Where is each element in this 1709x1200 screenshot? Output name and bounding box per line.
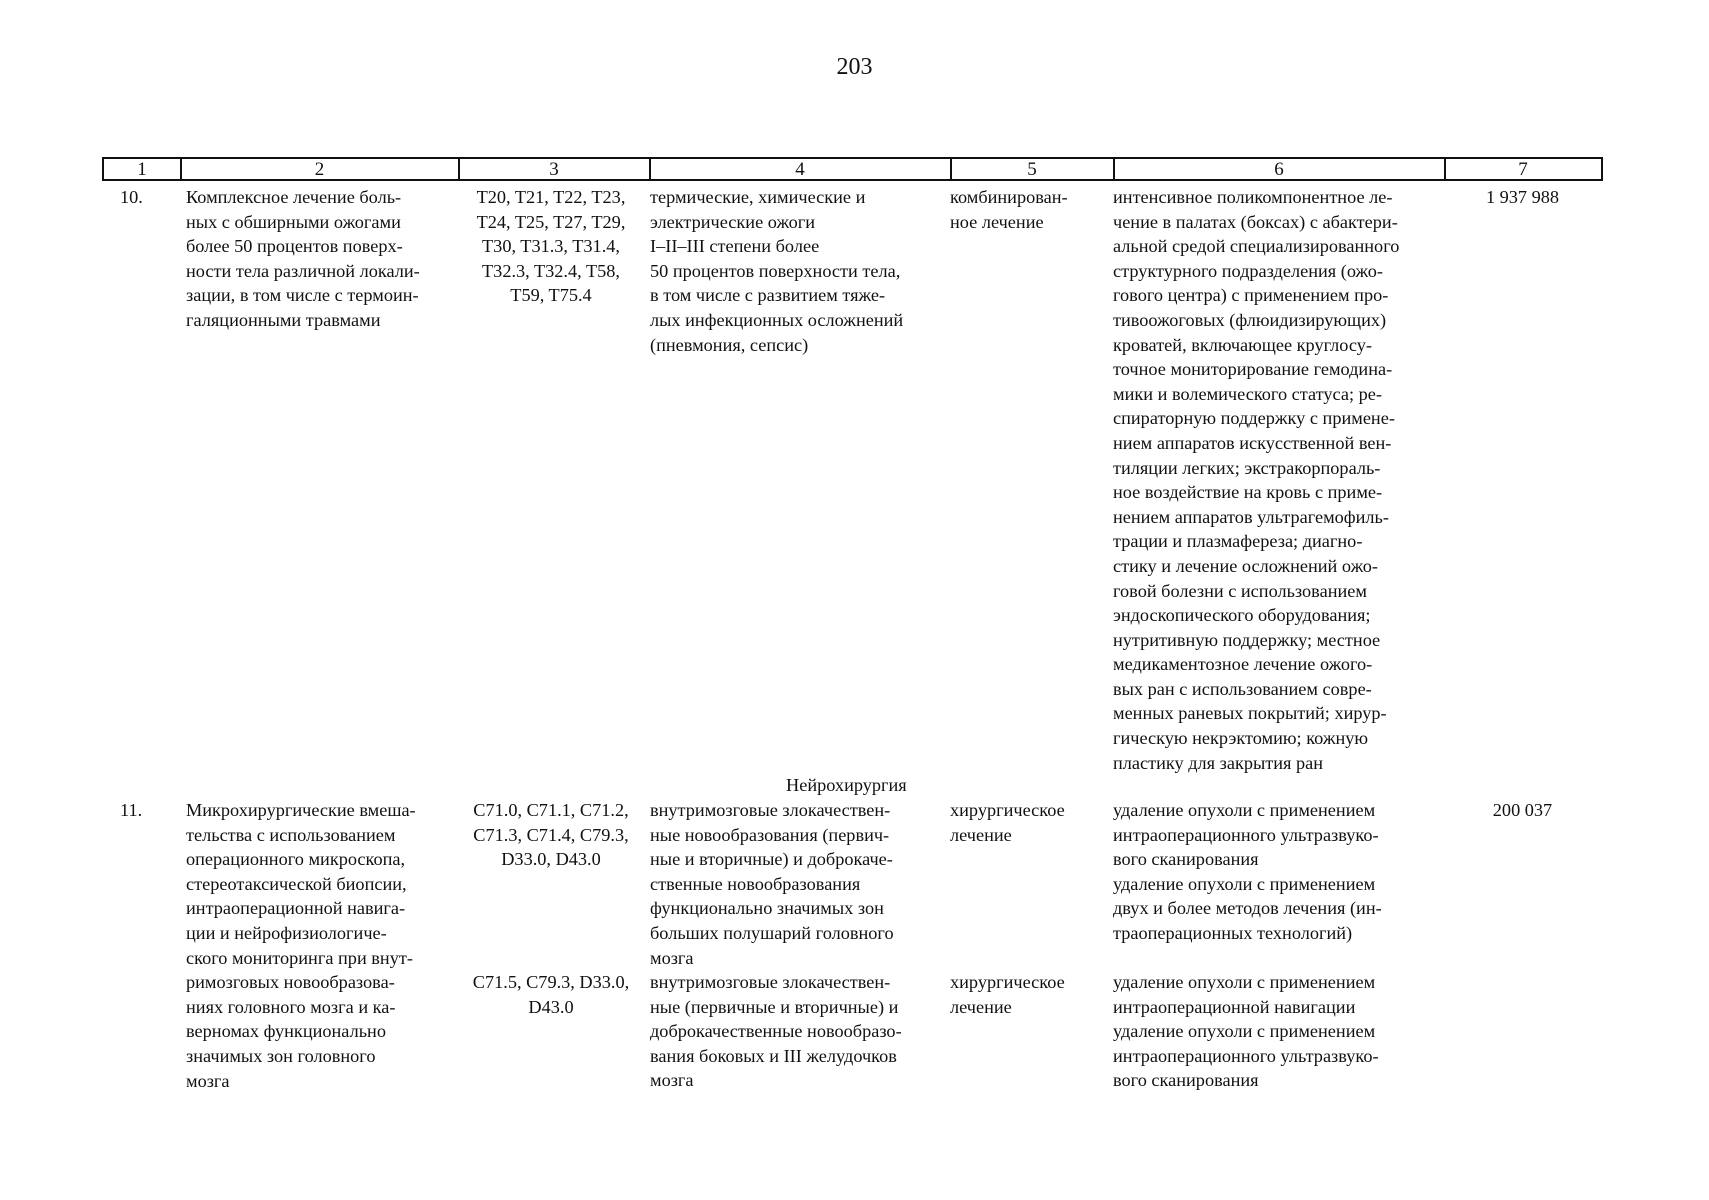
header-col-2: 2 <box>314 159 325 180</box>
patient-model: термические, химические и электрические ожоги I–II–III степени более 50 процентов поверхности тела, в том числе с развитием тяже- лых инфекционных осложнений (пневмония, сепсис) <box>650 187 904 355</box>
treatment-type: комбинирован- ное лечение <box>950 187 1068 232</box>
header-col-7: 7 <box>1518 159 1528 180</box>
icd-codes: C71.0, C71.1, C71.2, C71.3, C71.4, C79.3, D33.0, D43.0 <box>473 800 629 870</box>
treatment-type: хирургическое лечение <box>950 800 1065 845</box>
patient-model: внутримозговые злокачествен- ные (первичные и вторичные) и доброкачественные новообразо- вания боковых и III желудочков мозга <box>650 972 902 1091</box>
row-number: 10. <box>120 187 143 207</box>
header-col-5: 5 <box>1027 159 1037 180</box>
cost-value: 1 937 988 <box>1485 187 1560 207</box>
patient-model: внутримозговые злокачествен- ные новообразования (первич- ные и вторичные) и доброкаче- ственные новообразования функционально значимых зон больших полушарий головного мозга <box>650 800 894 968</box>
treatment-method: интенсивное поликомпонентное ле- чение в палатах (боксах) с абактери- альной средой специализированного структурного подразделения (ожо- гового центра) с применением про- тивоожоговых (флюидизирующих) кроватей, включающее круглосу- точное мониторирование гемодина- мики и волемического статуса; ре- спираторную поддержку с примене- нием аппаратов искусственной вен- тиляции легких; экстракорпораль- ное воздействие на кровь с приме- нением аппаратов ультрагемофиль- трации и плазмафереза; диагно- стику и лечение осложнений ожо- говой болезни с использованием эндоскопического оборудования; нутритивную поддержку; местное медикаментозное лечение ожого- вых ран с использованием совре- менных раневых покрытий; хирур- гическую некрэктомию; кожную пластику для закрытия ран <box>1113 187 1400 773</box>
treatment-method: удаление опухоли с применением интраоперационного ультразвуко- вого сканирования удаление опухоли с применением двух и более методов лечения (ин- траоперационных технологий) <box>1113 800 1382 943</box>
header-col-4: 4 <box>795 159 805 180</box>
header-col-3: 3 <box>549 159 559 180</box>
cost-value: 200 037 <box>1492 800 1553 820</box>
icd-codes: C71.5, C79.3, D33.0, D43.0 <box>472 972 630 1017</box>
header-col-6: 6 <box>1274 159 1284 180</box>
page-number: 203 <box>836 54 873 80</box>
row-number: 11. <box>120 800 143 820</box>
icd-codes: T20, T21, T22, T23, T24, T25, T27, T29, T30, T31.3, T31.4, T32.3, T32.4, T58, T59, T75.4 <box>476 187 626 306</box>
treatment-method: удаление опухоли с применением интраоперационной навигации удаление опухоли с применением интраоперационного ультразвуко- вого сканирования <box>1113 972 1379 1091</box>
section-title: Нейрохирургия <box>786 775 907 795</box>
treatment-type: хирургическое лечение <box>950 972 1065 1017</box>
header-col-1: 1 <box>137 159 147 180</box>
treatment-name: Микрохирургические вмеша- тельства с использованием операционного микроскопа, стереотаксической биопсии, интраоперационной навига- ции и нейрофизиологиче- ского мониторинга при внут- римозговых новообразова- ниях головного мозга и ка- верномах функционально значимых зон головного мозга <box>186 800 416 1091</box>
treatment-name: Комплексное лечение боль- ных с обширными ожогами более 50 процентов поверх- ности тела различной локали- зации, в том числе с термоин- галяционными травмами <box>186 187 420 330</box>
table-header <box>102 157 1603 181</box>
